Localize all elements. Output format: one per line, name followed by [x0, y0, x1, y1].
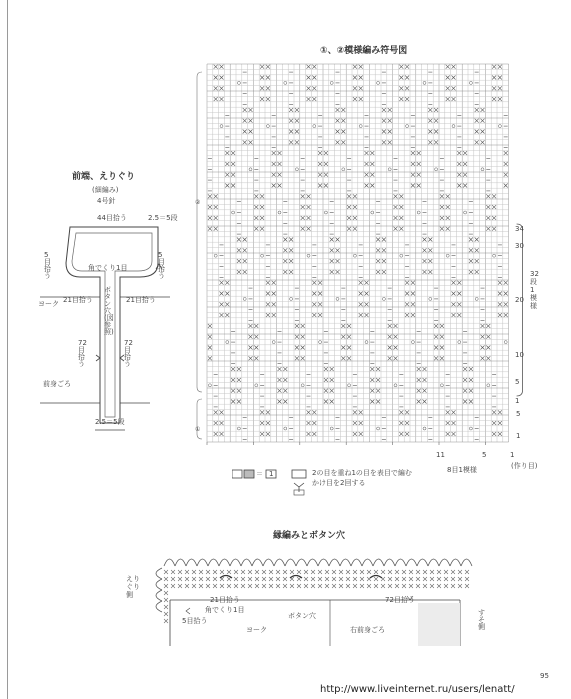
neck-side-label: えりぐり側 — [126, 575, 140, 599]
body-pick-left: 72目拾う — [78, 339, 87, 368]
row-number-1: 1 — [515, 397, 520, 405]
page-edge-line — [7, 0, 8, 699]
yoke-pick-right: 21目拾う — [126, 296, 156, 304]
legend-equals: ＝ — [256, 470, 263, 478]
row-number-5: 5 — [515, 378, 520, 386]
side-right-label: 5目拾う — [158, 251, 165, 280]
left-diagram-title: 前端、えりぐり — [72, 172, 136, 182]
svg-text:②: ② — [195, 199, 201, 206]
legend-note-1: 2の目を重ね1の目を表目で編む — [312, 469, 412, 477]
watermark-url: http://www.liveinternet.ru/users/lenatt/ — [320, 684, 515, 695]
edge-5-label: 5目拾う — [182, 617, 208, 625]
edge-72-label: 72目拾う — [385, 596, 415, 604]
front-band-diagram — [40, 205, 200, 435]
row-number-10: 10 — [515, 351, 524, 359]
edge-hem-label: すそ側 — [478, 609, 485, 631]
base-label-1: 1 — [516, 432, 521, 440]
button-hole-label: ボタン穴(図参照) — [104, 286, 114, 336]
pattern-repeat-label: 8目1模様 — [447, 466, 477, 474]
neck-corner-label: 角でくり1目 — [88, 264, 128, 272]
front-body-label: 前身ごろ — [43, 380, 71, 388]
edge-yoke-label: ヨーク — [246, 626, 267, 634]
pattern-chart — [195, 60, 540, 445]
bottom-label: 2.5＝5段 — [95, 418, 125, 426]
yoke-label: ヨーク — [38, 300, 59, 308]
row-number-30: 30 — [515, 242, 524, 250]
body-pick-right: 72目拾う — [124, 339, 133, 368]
side-left-label: 5目拾う — [44, 251, 51, 280]
edge-button-hole-label: ボタン穴 — [288, 612, 316, 620]
top-pick-label: 44目拾う — [97, 214, 127, 222]
base-label-5: 5 — [516, 410, 521, 418]
top-right-label: 2.5＝5段 — [148, 214, 178, 222]
row-number-34: 34 — [515, 225, 524, 233]
edge-corner-label: 角でくり1目 — [205, 606, 245, 614]
chart-title: ①、②模様編み符号図 — [320, 46, 408, 56]
page-number: 95 — [540, 672, 549, 680]
cast-on-label: (作り目) — [511, 462, 538, 470]
svg-text:①: ① — [195, 426, 201, 433]
row-number-20: 20 — [515, 296, 524, 304]
left-diagram-subtitle-1: (細編み) — [92, 186, 119, 194]
bottom-diagram-title: 縁編みとボタン穴 — [273, 531, 346, 541]
legend-box-number: 1 — [269, 470, 274, 478]
legend-note-2: かけ目を2回する — [312, 479, 366, 487]
repeat-label: 32段1模様 — [530, 270, 539, 310]
edge-right-front-label: 右前身ごろ — [350, 626, 385, 634]
edging-diagram — [150, 548, 485, 648]
edge-21-label: 21目拾う — [210, 596, 240, 604]
yoke-pick-left: 21目拾う — [63, 296, 93, 304]
bottom-number-1: 1 — [510, 451, 515, 459]
bottom-number-11: 11 — [436, 451, 445, 459]
left-diagram-subtitle-2: 4号針 — [97, 197, 116, 205]
bottom-number-5: 5 — [482, 451, 487, 459]
